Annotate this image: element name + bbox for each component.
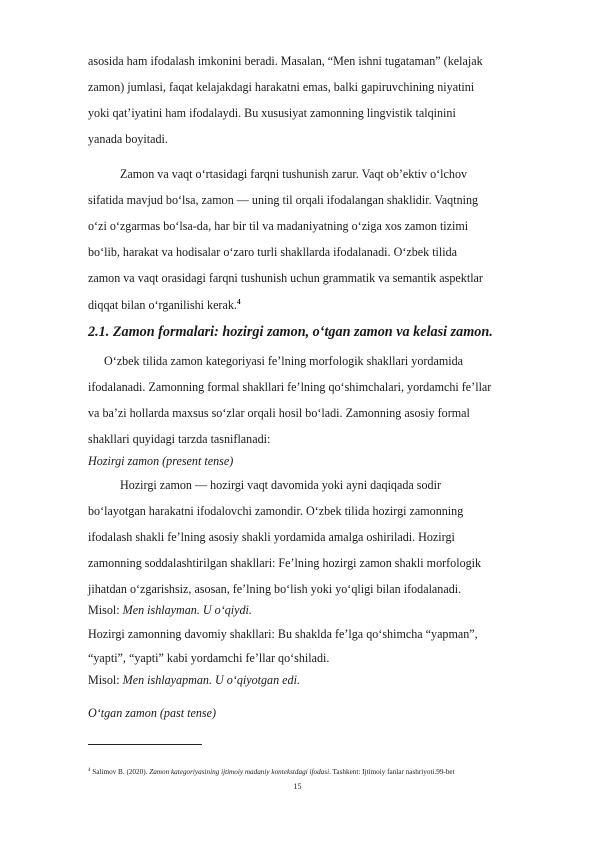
footnote-author: Salimov B. (2020).: [90, 768, 150, 776]
body-text-line: O‘zbek tilida zamon kategoriyasi fe’lning morfologik shakllari yordamida: [104, 354, 464, 368]
body-text: diqqat bilan o‘rganilishi kerak.: [88, 298, 237, 312]
body-text-line: jihatdan o‘zgarishsiz, asosan, fe’lning bo‘lish yoki yo‘qligi bilan ifodalanadi.: [88, 582, 462, 596]
body-text-line: asosida ham ifodalash imkonini beradi. Masalan, “Men ishni tugataman” (kelajak: [88, 54, 483, 68]
body-text-line: bo‘lib, harakat va hodisalar o‘zaro turli shakllarda ifodalanadi. O‘zbek tilida: [88, 245, 458, 259]
body-text-line: shakllari quyidagi tarzda tasniflanadi:: [88, 432, 271, 446]
example-line: [88, 674, 300, 686]
body-text-line: sifatida mavjud bo‘lsa, zamon — uning til orqali ifodalangan shaklidir. Vaqtning: [88, 193, 479, 207]
body-text-line: zamon va vaqt orasidagi farqni tushunish uchun grammatik va semantik aspektlar: [88, 271, 483, 285]
footnote-number: 4: [88, 768, 91, 773]
footnote: [88, 768, 455, 776]
example-text: Men ishlayapman. U o‘qiyotgan edi.: [122, 673, 300, 687]
footnote-reference[interactable]: 4: [236, 297, 241, 306]
section-heading: 2.1. Zamon formalari: hozirgi zamon, o‘tgan zamon va kelasi zamon.: [88, 324, 493, 340]
body-text-line: bo‘layotgan harakatni ifodalovchi zamondir. O‘zbek tilida hozirgi zamonning: [88, 504, 464, 518]
body-text-line: “yapti”, “yapti” kabi yordamchi fe’llar qo‘shiladi.: [88, 651, 330, 665]
body-text-line: Hozirgi zamon — hozirgi vaqt davomida yoki ayni daqiqada sodir: [120, 478, 441, 492]
example-label: Misol:: [88, 673, 123, 687]
example-label: Misol:: [88, 603, 123, 617]
body-text-line: yoki qat’iyatini ham ifodalaydi. Bu xususiyat zamonning lingvistik talqinini: [88, 106, 456, 120]
body-text-line: ifodalanadi. Zamonning formal shakllari fe’lning qo‘shimchalari, yordamchi fe’llar: [88, 380, 492, 394]
body-text-line: [88, 298, 241, 311]
subheading: Hozirgi zamon (present tense): [88, 454, 234, 468]
example-text: Men ishlayman. U o‘qiydi.: [122, 603, 252, 617]
body-text-line: yanada boyitadi.: [88, 132, 168, 146]
page-number: 15: [293, 782, 302, 791]
footnote-publisher: . Tashkent: Ijtimoiy fanlar nashriyoti.99-bet: [329, 768, 455, 776]
body-text-line: va ba’zi hollarda maxsus so‘zlar orqali hosil bo‘ladi. Zamonning asosiy formal: [88, 406, 470, 420]
body-text-line: Hozirgi zamonning davomiy shakllari: Bu shaklda fe’lga qo‘shimcha “yapman”,: [88, 627, 478, 641]
example-line: [88, 604, 252, 616]
body-text-line: zamon) jumlasi, faqat kelajakdagi harakatni emas, balki gapiruvchining niyatini: [88, 80, 475, 94]
footnote-title: Zamon kategoriyasining ijtimoiy madaniy kontekstdagi ifodasi: [149, 768, 330, 776]
body-text-line: zamonning soddalashtirilgan shakllari: Fe’lning hozirgi zamon shakli morfologik: [88, 556, 482, 570]
body-text-line: ifodalash shakli fe’lning asosiy shakli yordamida amalga oshiriladi. Hozirgi: [88, 530, 455, 544]
body-text-line: Zamon va vaqt o‘rtasidagi farqni tushunish zarur. Vaqt ob’ektiv o‘lchov: [120, 167, 468, 181]
subheading: O‘tgan zamon (past tense): [88, 706, 216, 720]
body-text-line: o‘zi o‘zgarmas bo‘lsa-da, har bir til va madaniyatning o‘ziga xos zamon tizimi: [88, 219, 469, 233]
footnote-separator: [88, 744, 202, 745]
